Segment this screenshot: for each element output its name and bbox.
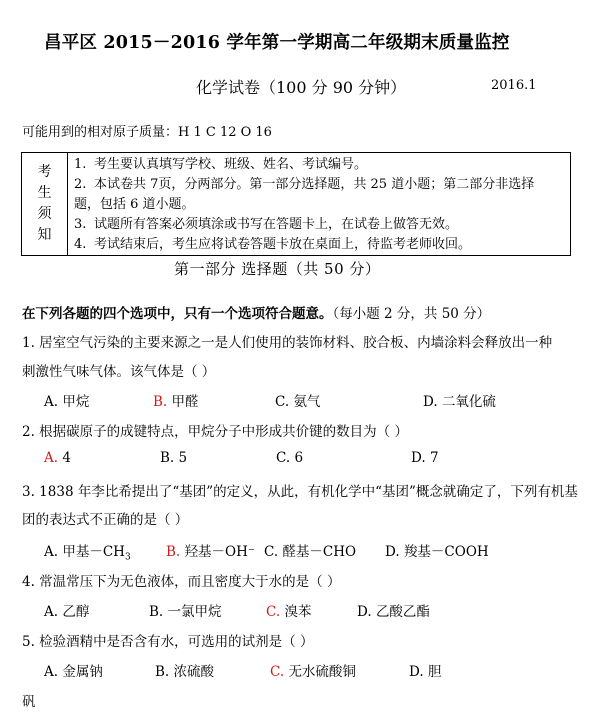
option-text: 一氯甲烷: [167, 604, 222, 620]
option-letter: B.: [160, 450, 175, 466]
notice-item-text: 考生要认真填写学校、班级、姓名、考试编号。: [94, 157, 368, 172]
option-text: 7: [429, 450, 439, 466]
notice-label-char: 考: [37, 164, 52, 180]
atomic-mass-note: 可能用到的相对原子质量：H 1 C 12 O 16: [22, 125, 272, 140]
notice-item-number: 2.: [74, 177, 87, 192]
notice-item-number: 3.: [74, 217, 87, 232]
notice-item: [74, 155, 570, 175]
notice-item: [74, 235, 570, 255]
question-5-option-b: [155, 660, 214, 680]
question-1-option-a: [44, 390, 89, 410]
option-letter: D.: [423, 394, 438, 410]
question-3-line-2: 团的表达式不正确的是（ ）: [22, 512, 189, 528]
option-letter: A.: [44, 604, 59, 620]
candidate-notice-table: [21, 152, 571, 256]
option-text: 二氧化硫: [441, 394, 496, 410]
question-2-option-b: [160, 450, 187, 466]
option-text: 甲醛: [171, 394, 199, 410]
option-text: 氨气: [293, 394, 321, 410]
option-letter: D.: [409, 664, 424, 680]
notice-item-number: 4.: [74, 237, 87, 252]
option-text: 甲烷: [62, 394, 90, 410]
option-letter: A.: [44, 664, 59, 680]
question-3-option-a: [44, 540, 131, 563]
option-letter: C.: [276, 450, 291, 466]
option-letter: A.: [44, 544, 59, 560]
option-letter: A.: [44, 450, 59, 466]
question-4-option-d: [357, 600, 430, 620]
option-letter: C.: [270, 664, 285, 680]
question-5-option-d: [409, 660, 441, 680]
question-1-line-2: 刺激性气味气体。该气体是（ ）: [22, 364, 216, 380]
option-text: 乙酸乙酯: [375, 604, 430, 620]
option-text: 5: [178, 450, 188, 466]
option-letter: D.: [411, 450, 426, 466]
question-5-line-1: 5. 检验酒精中是否含有水，可选用的试剂是（ ）: [22, 634, 314, 650]
question-2-option-a: [44, 450, 71, 466]
question-4-line-1: 4. 常温常压下为无色液体，而且密度大于水的是（ ）: [22, 574, 341, 590]
option-letter: B.: [153, 394, 168, 410]
notice-label-char: 须: [37, 206, 52, 222]
question-1-option-c: [275, 390, 320, 410]
question-1-line-1: 1. 居室空气污染的主要来源之一是人们使用的装饰材料、胶合板、内墙涂料会释放出一种: [22, 335, 553, 351]
question-5-option-a: [44, 660, 103, 680]
notice-item-number: 1.: [74, 157, 87, 172]
notice-label-char: 知: [37, 227, 52, 243]
question-3-option-d: [385, 540, 489, 560]
option-text: 4: [62, 450, 71, 466]
option-letter: B.: [149, 604, 164, 620]
exam-title: 昌平区 2015－2016 学年第一学期高二年级期末质量监控: [44, 33, 510, 53]
option-text: 羟基－OH⁻: [184, 544, 255, 560]
notice-item-continued: 题，包括 6 道小题。: [74, 197, 195, 212]
question-4-option-c: [266, 600, 311, 620]
notice-items: [68, 153, 571, 256]
question-2-option-d: [411, 450, 439, 466]
option-subscript: 3: [124, 552, 131, 563]
option-letter: C.: [266, 604, 281, 620]
instruction-line: [22, 302, 490, 322]
notice-item: [74, 175, 570, 195]
option-text: 金属钠: [62, 664, 103, 680]
notice-label: [22, 153, 68, 256]
notice-item-text: 考试结束后，考生应将试卷答题卡放在桌面上，待监考老师收回。: [94, 237, 472, 252]
option-text: 羧基－COOH: [403, 544, 489, 560]
option-letter: C.: [264, 544, 279, 560]
notice-item-text: 本试卷共 7页，分两部分。第一部分选择题，共 25 道小题；第二部分非选择: [94, 177, 535, 192]
exam-date: 2016.1: [491, 78, 537, 93]
option-text: 浓硫酸: [173, 664, 215, 680]
question-3-option-c: [264, 540, 356, 560]
option-letter: D.: [357, 604, 372, 620]
notice-item: [74, 215, 570, 235]
question-3-line-1: 3. 1838 年李比希提出了“基团”的定义，从此，有机化学中“基团”概念就确定了，下列有机基: [22, 484, 578, 500]
question-5-option-c: [270, 660, 356, 680]
question-2-line-1: 2. 根据碳原子的成键特点，甲烷分子中形成共价键的数目为（ ）: [22, 424, 408, 440]
instruction-note: （每小题 2 分，共 50 分）: [332, 306, 491, 322]
option-letter: C.: [275, 394, 290, 410]
notice-item-text: 试题所有答案必须填涂或书写在答题卡上，在试卷上做答无效。: [94, 217, 459, 232]
question-5-overflow: 矾: [22, 694, 36, 710]
option-letter: A.: [44, 394, 59, 410]
option-letter: D.: [385, 544, 400, 560]
option-text: 乙醇: [62, 604, 90, 620]
question-1-option-b: [153, 390, 199, 410]
question-4-option-b: [149, 600, 222, 620]
part-one-heading: 第一部分 选择题（共 50 分）: [174, 260, 381, 278]
question-3-option-b: [166, 540, 255, 560]
question-4-option-a: [44, 600, 89, 620]
option-text: 无水硫酸铜: [288, 664, 356, 680]
notice-label-char: 生: [37, 185, 52, 201]
option-text: 溴苯: [284, 604, 312, 620]
question-2-option-c: [276, 450, 303, 466]
option-text: 醛基－CHO: [282, 544, 357, 560]
option-text: 6: [294, 450, 304, 466]
instruction-bold: 在下列各题的四个选项中，只有一个选项符合题意。: [22, 306, 333, 322]
option-text: 甲基－CH: [62, 544, 125, 560]
option-letter: B.: [166, 544, 181, 560]
exam-subtitle: 化学试卷（100 分 90 分钟）: [196, 78, 407, 97]
question-1-option-d: [423, 390, 496, 410]
option-text: 胆: [427, 664, 442, 680]
option-letter: B.: [155, 664, 170, 680]
